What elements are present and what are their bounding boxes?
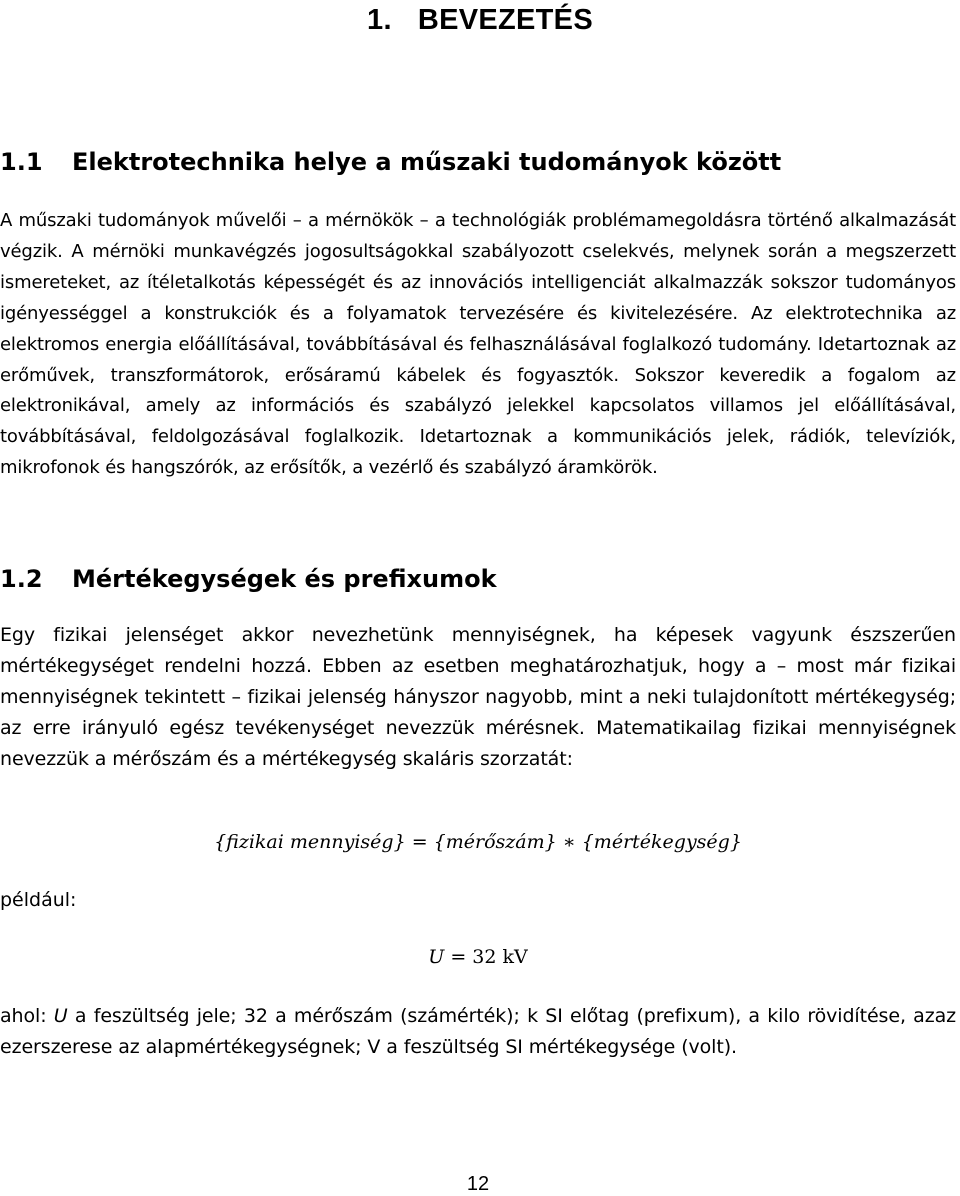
explanation-paragraph xyxy=(0,1001,956,1063)
section-title-text: Mértékegységek és prefixumok xyxy=(72,565,497,593)
page-number: 12 xyxy=(466,1173,490,1195)
chapter-number: 1. xyxy=(367,4,392,36)
section-title-text: Elektrotechnika helye a műszaki tudományok között xyxy=(72,148,782,176)
formula-variable: U xyxy=(428,946,445,968)
section-heading xyxy=(0,563,497,595)
section-number: 1.2 xyxy=(0,565,43,593)
example-formula xyxy=(0,942,958,972)
explanation-prefix: ahol: xyxy=(0,1005,54,1027)
explanation-variable: U xyxy=(53,1005,68,1027)
section-number: 1.1 xyxy=(0,148,43,176)
chapter-title-text: BEVEZETÉS xyxy=(417,4,593,36)
chapter-title xyxy=(0,2,960,38)
section-heading xyxy=(0,146,781,178)
formula-value: = 32 kV xyxy=(444,946,528,968)
definition-formula: {fizikai mennyiség} = {mérőszám} ∗ {mértékegység} xyxy=(214,831,742,853)
section-paragraph: A műszaki tudományok művelői – a mérnökök – a technológiák problémamegoldásra történő alkalmazását végzik. A mérnöki munkavégzés jogosultságokkal szabályozott cselekvés, melynek során a megszerzett ismereteket, az ítéletalkotás képességét és az innovációs intelligenciát alkalmazzák sokszor tudományos igényességgel a konstrukciók és a folyamatok tervezésére és kivitelezésére. Az elektrotechnika az elektromos energia előállításával, továbbításával és felhasználásával foglalkozó tudomány. Idetartoznak az erőművek, transzformátorok, erősáramú kábelek és fogyasztók. Sokszor keveredik a fogalom az elektronikával, amely az információs és szabályzó jelekkel kapcsolatos villamos jel előállításával, továbbításával, feldolgozásával foglalkozik. Idetartoznak a kommunikációs jelek, rádiók, televíziók, mikrofonok és hangszórók, az erősítők, a vezérlő és szabályzó áramkörök. xyxy=(0,210,956,479)
example-label: például: xyxy=(0,889,77,911)
explanation-text: a feszültség jele; 32 a mérőszám (számérték); k SI előtag (prefixum), a kilo rövidítése, azaz ezerszerese az alapmértékegységnek; V a feszültség SI mértékegysége (volt). xyxy=(0,1005,957,1058)
section-paragraph: Egy fizikai jelenséget akkor nevezhetünk mennyiségnek, ha képesek vagyunk észszerűen mértékegységet rendelni hozzá. Ebben az esetben meghatározhatjuk, hogy a – most már fizikai mennyiségnek tekintett – fizikai jelenség hányszor nagyobb, mint a neki tulajdonított mértékegység; az erre irányuló egész tevékenységet nevezzük mérésnek. Matematikailag fizikai mennyiségnek nevezzük a mérőszám és a mértékegység skaláris szorzatát: xyxy=(0,624,956,770)
